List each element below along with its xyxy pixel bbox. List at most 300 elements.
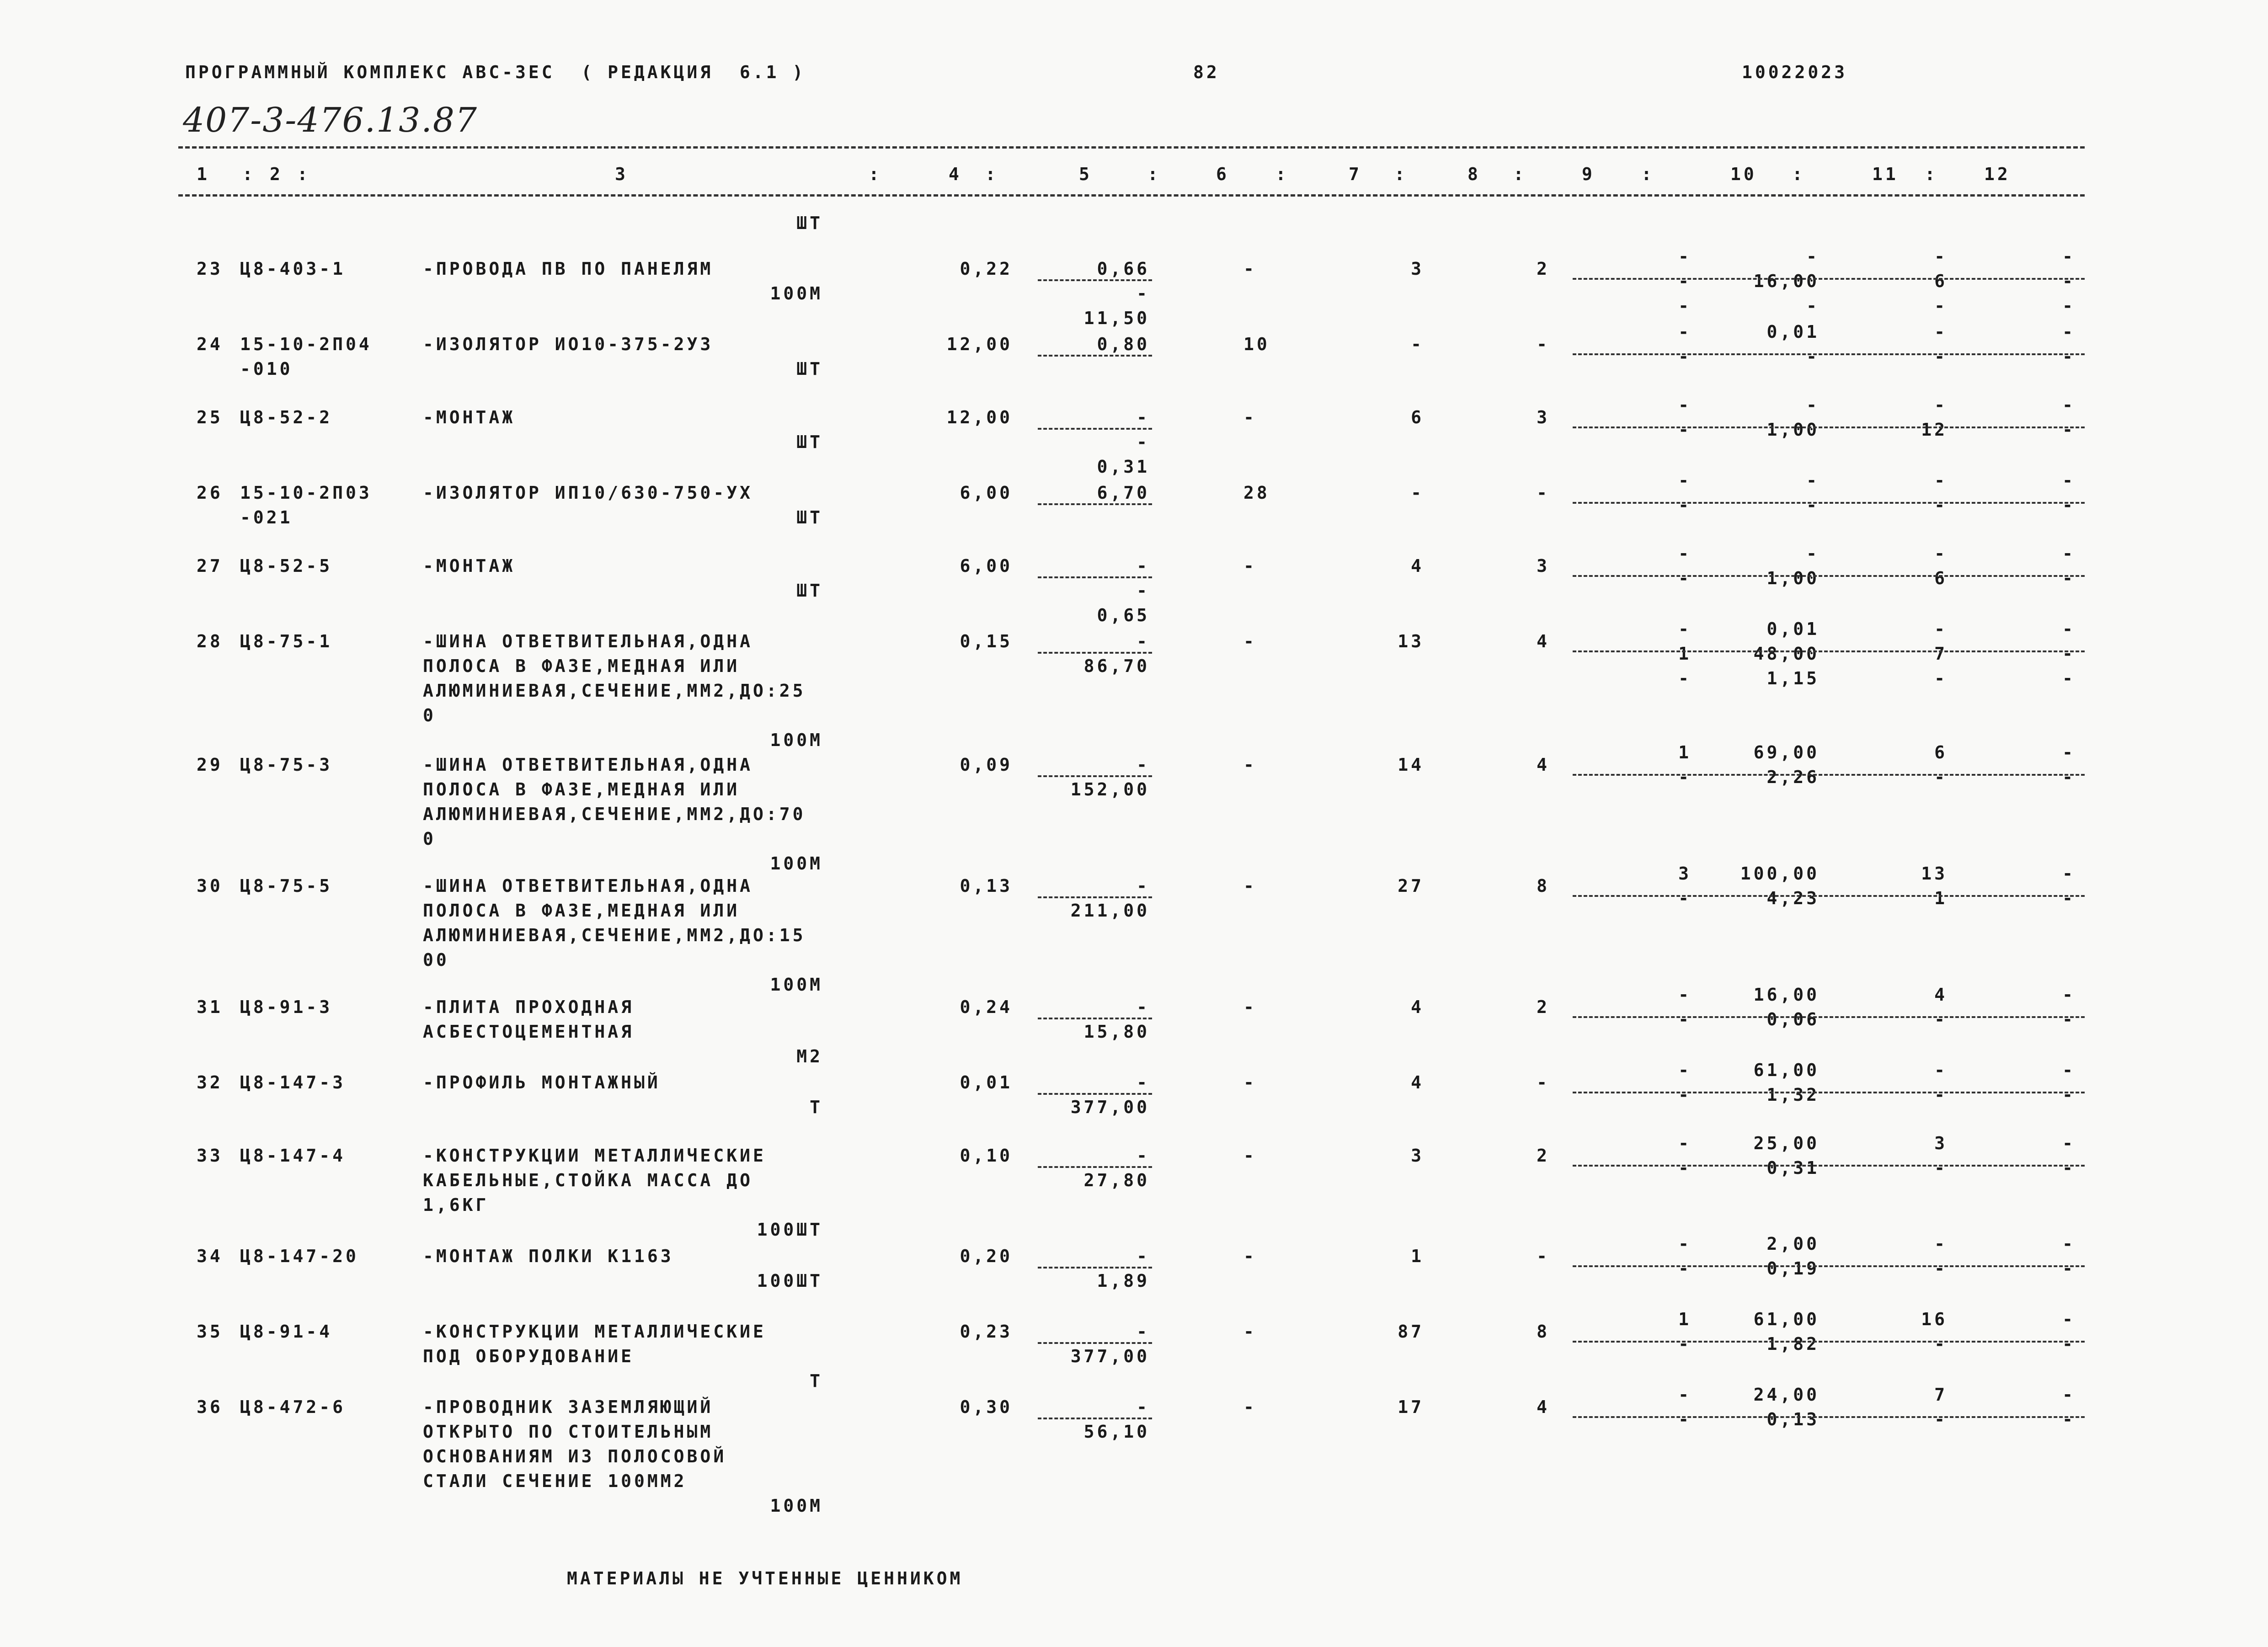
column-header-0: 1 <box>197 164 210 184</box>
row-29-description-line: АЛЮМИНИЕВАЯ,СЕЧЕНИЕ,ММ2,ДО:70 <box>423 804 806 824</box>
row-29-quantity: 0,09 <box>960 755 1013 775</box>
row-29-code: Ц8-75-3 <box>240 755 333 775</box>
row-25-col7-value: 6 <box>1411 407 1424 427</box>
row-23-c11-value: 6 <box>1934 271 1948 291</box>
row-30-col7-value: 27 <box>1398 876 1424 896</box>
row-31-code: Ц8-91-3 <box>240 997 333 1017</box>
column-header-16: 9 <box>1582 164 1595 184</box>
row-31-number: 31 <box>197 997 223 1017</box>
program-title: ПРОГРАММНЫЙ КОМПЛЕКС АВС-3ЕС ( РЕДАКЦИЯ 6.1 ) <box>185 62 806 82</box>
row-26-c10-value: - <box>1806 470 1820 490</box>
row-30-right-separator <box>1573 895 2085 897</box>
row-25-c10-value: 1,00 <box>1766 420 1820 440</box>
row-25-c9-value: - <box>1678 395 1692 415</box>
row-26-number: 26 <box>197 483 223 503</box>
row-25-number: 25 <box>197 407 223 427</box>
row-26-c9-value: - <box>1678 470 1692 490</box>
row-23-number: 23 <box>197 259 223 279</box>
row-29-c10-value: 2,26 <box>1766 767 1820 787</box>
row-30-number: 30 <box>197 876 223 896</box>
row-35-unit: Т <box>810 1371 823 1391</box>
row-34-col5-value: - <box>1137 1246 1150 1266</box>
row-34-col7-value: 1 <box>1411 1246 1424 1266</box>
column-header-6: 4 <box>949 164 962 184</box>
row-31-description-line: АСБЕСТОЦЕМЕНТНАЯ <box>423 1022 635 1042</box>
row-24-c12-value: - <box>2062 346 2076 367</box>
row-33-number: 33 <box>197 1146 223 1166</box>
row-36-c12-value: - <box>2062 1409 2076 1429</box>
row-35-col5-value: 377,00 <box>1070 1346 1150 1366</box>
row-25-right-separator <box>1573 426 2085 428</box>
row-24-col6-value: 10 <box>1243 334 1270 354</box>
row-36-description-line: СТАЛИ СЕЧЕНИЕ 100ММ2 <box>423 1471 687 1491</box>
row-30-description-line: -ШИНА ОТВЕТВИТЕЛЬНАЯ,ОДНА <box>423 876 753 896</box>
row-28-c9-value: 1 <box>1678 644 1692 664</box>
row-31-col8-value: 2 <box>1537 997 1550 1017</box>
row-28-col5-separator <box>1038 652 1152 654</box>
row-30-c12-value: - <box>2062 888 2076 908</box>
row-26-code: 15-10-2П03 <box>240 483 372 503</box>
row-25-c12-value: - <box>2062 395 2076 415</box>
row-32-c11-value: - <box>1934 1060 1948 1080</box>
row-36-c10-value: 24,00 <box>1753 1385 1820 1405</box>
row-34-quantity: 0,20 <box>960 1246 1013 1266</box>
column-header-21: : <box>1925 164 1938 184</box>
row-36-col6-value: - <box>1243 1397 1257 1417</box>
row-34-c10-value: 2,00 <box>1766 1234 1820 1254</box>
row-29-col5-value: 152,00 <box>1070 779 1150 800</box>
row-34-c12-value: - <box>2062 1258 2076 1279</box>
row-33-c9-value: - <box>1678 1133 1692 1153</box>
column-header-12: 7 <box>1349 164 1362 184</box>
row-35-c11-value: - <box>1934 1334 1948 1354</box>
row-23-c9-value: - <box>1678 271 1692 291</box>
row-23-quantity: 0,22 <box>960 259 1013 279</box>
row-34-right-separator <box>1573 1265 2085 1267</box>
row-26-c12-value: - <box>2062 495 2076 515</box>
row-25-col6-value: - <box>1243 407 1257 427</box>
row-27-c9-value: - <box>1678 544 1692 564</box>
row-33-c11-value: - <box>1934 1158 1948 1178</box>
handwritten-stamp: 407-3-476.13.87 <box>183 101 478 140</box>
row-25-code: Ц8-52-2 <box>240 407 333 427</box>
row-28-number: 28 <box>197 631 223 651</box>
row-30-col8-value: 8 <box>1537 876 1550 896</box>
row-31-col5-separator <box>1038 1018 1152 1019</box>
header-rule <box>178 194 2085 197</box>
row-28-c12-value: - <box>2062 644 2076 664</box>
row-32-c10-value: 1,32 <box>1766 1085 1820 1105</box>
row-34-number: 34 <box>197 1246 223 1266</box>
column-header-11: : <box>1275 164 1289 184</box>
row-25-col5-value: - <box>1137 432 1150 452</box>
row-28-c12-value: - <box>2062 668 2076 688</box>
row-26-code-suffix: -021 <box>240 507 293 528</box>
column-header-22: 12 <box>1984 164 2011 184</box>
row-31-c11-value: 4 <box>1934 985 1948 1005</box>
row-25-c9-value: - <box>1678 420 1692 440</box>
row-23-c10-value: 16,00 <box>1753 271 1820 291</box>
row-31-c9-value: - <box>1678 985 1692 1005</box>
row-30-c10-value: 100,00 <box>1740 863 1820 884</box>
row-31-col6-value: - <box>1243 997 1257 1017</box>
row-33-c10-value: 25,00 <box>1753 1133 1820 1153</box>
row-29-c12-value: - <box>2062 767 2076 787</box>
row-31-c10-value: 16,00 <box>1753 985 1820 1005</box>
row-30-quantity: 0,13 <box>960 876 1013 896</box>
row-31-unit: М2 <box>796 1046 823 1066</box>
row-28-c10-value: 0,01 <box>1766 619 1820 639</box>
row-32-c10-value: 61,00 <box>1753 1060 1820 1080</box>
row-26-col5-separator <box>1038 503 1152 505</box>
row-29-c9-value: 1 <box>1678 742 1692 762</box>
row-31-col5-value: 15,80 <box>1083 1022 1150 1042</box>
row-34-col6-value: - <box>1243 1246 1257 1266</box>
row-28-c11-value: - <box>1934 619 1948 639</box>
column-header-1: : <box>242 164 256 184</box>
row-23-c12-value: - <box>2062 271 2076 291</box>
row-26-right-separator <box>1573 502 2085 504</box>
row-23-col5-value: 11,50 <box>1083 308 1150 328</box>
row-26-col6-value: 28 <box>1243 483 1270 503</box>
row-33-c9-value: - <box>1678 1158 1692 1178</box>
column-header-5: : <box>869 164 882 184</box>
row-29-c9-value: - <box>1678 767 1692 787</box>
row-24-c11-value: - <box>1934 322 1948 342</box>
row-27-col7-value: 4 <box>1411 556 1424 576</box>
row-26-c10-value: - <box>1806 495 1820 515</box>
row-35-col8-value: 8 <box>1537 1322 1550 1342</box>
row-29-c12-value: - <box>2062 742 2076 762</box>
row-30-c11-value: 13 <box>1921 863 1948 884</box>
row-35-col5-value: - <box>1137 1322 1150 1342</box>
row-30-c9-value: 3 <box>1678 863 1692 884</box>
row-29-col7-value: 14 <box>1398 755 1424 775</box>
row-30-unit: 100М <box>770 975 823 995</box>
row-35-c10-value: 1,82 <box>1766 1334 1820 1354</box>
row-25-quantity: 12,00 <box>946 407 1013 427</box>
row-27-quantity: 6,00 <box>960 556 1013 576</box>
row-33-col8-value: 2 <box>1537 1146 1550 1166</box>
row-27-number: 27 <box>197 556 223 576</box>
row-33-col7-value: 3 <box>1411 1146 1424 1166</box>
row-29-description-line: -ШИНА ОТВЕТВИТЕЛЬНАЯ,ОДНА <box>423 755 753 775</box>
row-28-c9-value: - <box>1678 668 1692 688</box>
row-24-description-line: -ИЗОЛЯТОР ИО10-375-2У3 <box>423 334 714 354</box>
row-29-col5-separator <box>1038 775 1152 777</box>
row-28-c11-value: 7 <box>1934 644 1948 664</box>
row-33-quantity: 0,10 <box>960 1146 1013 1166</box>
row-32-c11-value: - <box>1934 1085 1948 1105</box>
row-25-c11-value: 12 <box>1921 420 1948 440</box>
row-32-unit: Т <box>810 1097 823 1117</box>
row-24-c10-value: - <box>1806 346 1820 367</box>
row-27-right-separator <box>1573 575 2085 577</box>
row-31-c11-value: - <box>1934 1009 1948 1029</box>
row-34-c11-value: - <box>1934 1234 1948 1254</box>
row-35-col6-value: - <box>1243 1322 1257 1342</box>
row-32-col5-separator <box>1038 1093 1152 1095</box>
row-26-quantity: 6,00 <box>960 483 1013 503</box>
row-35-c10-value: 61,00 <box>1753 1309 1820 1329</box>
row-28-col6-value: - <box>1243 631 1257 651</box>
row-30-col5-separator <box>1038 896 1152 898</box>
row-29-unit: 100М <box>770 853 823 874</box>
row-31-c9-value: - <box>1678 1009 1692 1029</box>
column-header-9: : <box>1147 164 1161 184</box>
row-30-col5-value: 211,00 <box>1070 901 1150 921</box>
row-28-col7-value: 13 <box>1398 631 1424 651</box>
row-36-description-line: -ПРОВОДНИК ЗАЗЕМЛЯЮЩИЙ <box>423 1397 714 1417</box>
row-30-description-line: 00 <box>423 950 449 970</box>
row-28-description-line: АЛЮМИНИЕВАЯ,СЕЧЕНИЕ,ММ2,ДО:25 <box>423 681 806 701</box>
row-28-c10-value: 48,00 <box>1753 644 1820 664</box>
row-23-c10-value: - <box>1806 246 1820 267</box>
row-23-c11-value: - <box>1934 296 1948 316</box>
row-24-c10-value: 0,01 <box>1766 322 1820 342</box>
column-header-20: 11 <box>1872 164 1899 184</box>
row-32-col7-value: 4 <box>1411 1072 1424 1093</box>
row-24-number: 24 <box>197 334 223 354</box>
row-28-quantity: 0,15 <box>960 631 1013 651</box>
row-30-c9-value: - <box>1678 888 1692 908</box>
row-32-quantity: 0,01 <box>960 1072 1013 1093</box>
row-33-c11-value: 3 <box>1934 1133 1948 1153</box>
row-27-c12-value: - <box>2062 568 2076 588</box>
row-27-description-line: -МОНТАЖ <box>423 556 516 576</box>
column-header-10: 6 <box>1216 164 1229 184</box>
row-32-c12-value: - <box>2062 1060 2076 1080</box>
row-35-number: 35 <box>197 1322 223 1342</box>
row-29-col5-value: - <box>1137 755 1150 775</box>
row-28-description-line: -ШИНА ОТВЕТВИТЕЛЬНАЯ,ОДНА <box>423 631 753 651</box>
row-29-number: 29 <box>197 755 223 775</box>
row-34-description-line: -МОНТАЖ ПОЛКИ К1163 <box>423 1246 674 1266</box>
row-33-col6-value: - <box>1243 1146 1257 1166</box>
row-33-col5-value: 27,80 <box>1083 1170 1150 1190</box>
row-31-description-line: -ПЛИТА ПРОХОДНАЯ <box>423 997 635 1017</box>
row-27-unit: ШТ <box>796 581 823 601</box>
row-36-c10-value: 0,13 <box>1766 1409 1820 1429</box>
row-32-c12-value: - <box>2062 1085 2076 1105</box>
row-29-c10-value: 69,00 <box>1753 742 1820 762</box>
row-27-c10-value: - <box>1806 544 1820 564</box>
column-header-17: : <box>1641 164 1654 184</box>
row-30-c11-value: 1 <box>1934 888 1948 908</box>
row-26-col7-value: - <box>1411 483 1424 503</box>
row-28-description-line: 0 <box>423 705 436 725</box>
row-23-code: Ц8-403-1 <box>240 259 346 279</box>
document-code: 10022023 <box>1742 62 1848 82</box>
row-23-c9-value: - <box>1678 296 1692 316</box>
row-34-c12-value: - <box>2062 1234 2076 1254</box>
row-23-col8-value: 2 <box>1537 259 1550 279</box>
row-26-col5-value: 6,70 <box>1097 483 1150 503</box>
row-27-c11-value: 6 <box>1934 568 1948 588</box>
row-36-unit: 100М <box>770 1496 823 1516</box>
footer-note: МАТЕРИАЛЫ НЕ УЧТЕННЫЕ ЦЕННИКОМ <box>567 1568 963 1588</box>
row-36-number: 36 <box>197 1397 223 1417</box>
row-31-c10-value: 0,06 <box>1766 1009 1820 1029</box>
row-34-c9-value: - <box>1678 1258 1692 1279</box>
row-35-quantity: 0,23 <box>960 1322 1013 1342</box>
row-27-col5-value: - <box>1137 556 1150 576</box>
row-34-unit: 100ШТ <box>757 1271 823 1291</box>
row-24-col5-separator <box>1038 355 1152 357</box>
column-header-19: : <box>1792 164 1805 184</box>
row-23-c10-value: - <box>1806 296 1820 316</box>
row-35-c12-value: - <box>2062 1334 2076 1354</box>
row-33-c10-value: 0,31 <box>1766 1158 1820 1178</box>
row-36-c9-value: - <box>1678 1409 1692 1429</box>
row-23-col7-value: 3 <box>1411 259 1424 279</box>
column-header-7: : <box>985 164 998 184</box>
row-33-description-line: -КОНСТРУКЦИИ МЕТАЛЛИЧЕСКИЕ <box>423 1146 766 1166</box>
row-30-c10-value: 4,23 <box>1766 888 1820 908</box>
row-27-code: Ц8-52-5 <box>240 556 333 576</box>
row-27-c9-value: - <box>1678 568 1692 588</box>
row-26-unit: ШТ <box>796 507 823 528</box>
row-36-description-line: ОТКРЫТО ПО СТОИТЕЛЬНЫМ <box>423 1422 714 1442</box>
row-25-c10-value: - <box>1806 395 1820 415</box>
row-28-right-separator <box>1573 650 2085 652</box>
row-32-col5-value: - <box>1137 1072 1150 1093</box>
row-23-c12-value: - <box>2062 246 2076 267</box>
row-25-col5-separator <box>1038 428 1152 430</box>
row-24-c12-value: - <box>2062 322 2076 342</box>
row-23-c9-value: - <box>1678 246 1692 267</box>
row-31-col5-value: - <box>1137 997 1150 1017</box>
row-36-col7-value: 17 <box>1398 1397 1424 1417</box>
row-32-right-separator <box>1573 1092 2085 1093</box>
row-25-col8-value: 3 <box>1537 407 1550 427</box>
row-33-c12-value: - <box>2062 1158 2076 1178</box>
row-30-col5-value: - <box>1137 876 1150 896</box>
row-25-c11-value: - <box>1934 395 1948 415</box>
row-28-c11-value: - <box>1934 668 1948 688</box>
column-header-18: 10 <box>1730 164 1757 184</box>
row-32-col5-value: 377,00 <box>1070 1097 1150 1117</box>
row-35-description-line: -КОНСТРУКЦИИ МЕТАЛЛИЧЕСКИЕ <box>423 1322 766 1342</box>
row-34-col8-value: - <box>1537 1246 1550 1266</box>
row-35-code: Ц8-91-4 <box>240 1322 333 1342</box>
column-header-13: : <box>1394 164 1408 184</box>
row-32-col8-value: - <box>1537 1072 1550 1093</box>
row-28-col5-value: 86,70 <box>1083 656 1150 676</box>
row-30-code: Ц8-75-5 <box>240 876 333 896</box>
row-23-description-line: -ПРОВОДА ПВ ПО ПАНЕЛЯМ <box>423 259 714 279</box>
row-31-col7-value: 4 <box>1411 997 1424 1017</box>
row-33-col5-value: - <box>1137 1146 1150 1166</box>
row-24-right-separator <box>1573 353 2085 355</box>
column-header-8: 5 <box>1079 164 1092 184</box>
row-23-col5-value: - <box>1137 283 1150 304</box>
row-27-c12-value: - <box>2062 544 2076 564</box>
row-27-col5-value: 0,65 <box>1097 605 1150 625</box>
row-24-c11-value: - <box>1934 346 1948 367</box>
top-unit: ШТ <box>796 213 823 233</box>
row-35-col7-value: 87 <box>1398 1322 1424 1342</box>
row-26-description-line: -ИЗОЛЯТОР ИП10/630-750-УХ <box>423 483 753 503</box>
row-27-col6-value: - <box>1243 556 1257 576</box>
row-32-code: Ц8-147-3 <box>240 1072 346 1093</box>
row-35-col5-separator <box>1038 1342 1152 1344</box>
row-31-c12-value: - <box>2062 985 2076 1005</box>
page-number: 82 <box>1193 62 1220 82</box>
row-26-col8-value: - <box>1537 483 1550 503</box>
row-28-col5-value: - <box>1137 631 1150 651</box>
row-25-c12-value: - <box>2062 420 2076 440</box>
row-36-c9-value: - <box>1678 1385 1692 1405</box>
row-30-description-line: ПОЛОСА В ФАЗЕ,МЕДНАЯ ИЛИ <box>423 901 740 921</box>
row-29-right-separator <box>1573 774 2085 776</box>
row-33-right-separator <box>1573 1165 2085 1167</box>
row-23-unit: 100М <box>770 283 823 304</box>
row-36-c11-value: 7 <box>1934 1385 1948 1405</box>
row-30-c12-value: - <box>2062 863 2076 884</box>
row-34-c9-value: - <box>1678 1234 1692 1254</box>
row-27-c10-value: 1,00 <box>1766 568 1820 588</box>
row-35-c11-value: 16 <box>1921 1309 1948 1329</box>
row-29-description-line: ПОЛОСА В ФАЗЕ,МЕДНАЯ ИЛИ <box>423 779 740 800</box>
row-36-description-line: ОСНОВАНИЯМ ИЗ ПОЛОСОВОЙ <box>423 1446 727 1466</box>
row-26-c11-value: - <box>1934 470 1948 490</box>
row-32-description-line: -ПРОФИЛЬ МОНТАЖНЫЙ <box>423 1072 661 1093</box>
row-34-col5-separator <box>1038 1267 1152 1269</box>
row-35-c12-value: - <box>2062 1309 2076 1329</box>
row-35-description-line: ПОД ОБОРУДОВАНИЕ <box>423 1346 635 1366</box>
row-27-col5-value: - <box>1137 581 1150 601</box>
row-34-col5-value: 1,89 <box>1097 1271 1150 1291</box>
row-36-col5-value: - <box>1137 1397 1150 1417</box>
row-30-col6-value: - <box>1243 876 1257 896</box>
row-23-col5-separator <box>1038 279 1152 281</box>
row-28-code: Ц8-75-1 <box>240 631 333 651</box>
row-36-c11-value: - <box>1934 1409 1948 1429</box>
row-27-col8-value: 3 <box>1537 556 1550 576</box>
row-31-quantity: 0,24 <box>960 997 1013 1017</box>
row-27-c11-value: - <box>1934 544 1948 564</box>
row-28-c9-value: - <box>1678 619 1692 639</box>
row-36-right-separator <box>1573 1416 2085 1418</box>
row-33-code: Ц8-147-4 <box>240 1146 346 1166</box>
row-27-col5-separator <box>1038 576 1152 578</box>
row-24-quantity: 12,00 <box>946 334 1013 354</box>
row-34-c11-value: - <box>1934 1258 1948 1279</box>
row-23-c11-value: - <box>1934 246 1948 267</box>
row-28-c10-value: 1,15 <box>1766 668 1820 688</box>
row-36-code: Ц8-472-6 <box>240 1397 346 1417</box>
row-28-description-line: ПОЛОСА В ФАЗЕ,МЕДНАЯ ИЛИ <box>423 656 740 676</box>
row-23-right-separator <box>1573 278 2085 280</box>
row-28-unit: 100М <box>770 730 823 750</box>
row-24-code-suffix: -010 <box>240 359 293 379</box>
row-31-right-separator <box>1573 1016 2085 1018</box>
row-32-col6-value: - <box>1243 1072 1257 1093</box>
row-29-col6-value: - <box>1243 755 1257 775</box>
row-24-code: 15-10-2П04 <box>240 334 372 354</box>
row-26-c12-value: - <box>2062 470 2076 490</box>
row-33-unit: 100ШТ <box>757 1220 823 1240</box>
row-29-c11-value: - <box>1934 767 1948 787</box>
row-28-col8-value: 4 <box>1537 631 1550 651</box>
row-24-c9-value: - <box>1678 322 1692 342</box>
column-header-4: 3 <box>615 164 628 184</box>
row-36-c12-value: - <box>2062 1385 2076 1405</box>
row-36-col5-value: 56,10 <box>1083 1422 1150 1442</box>
row-32-c9-value: - <box>1678 1060 1692 1080</box>
row-36-col8-value: 4 <box>1537 1397 1550 1417</box>
